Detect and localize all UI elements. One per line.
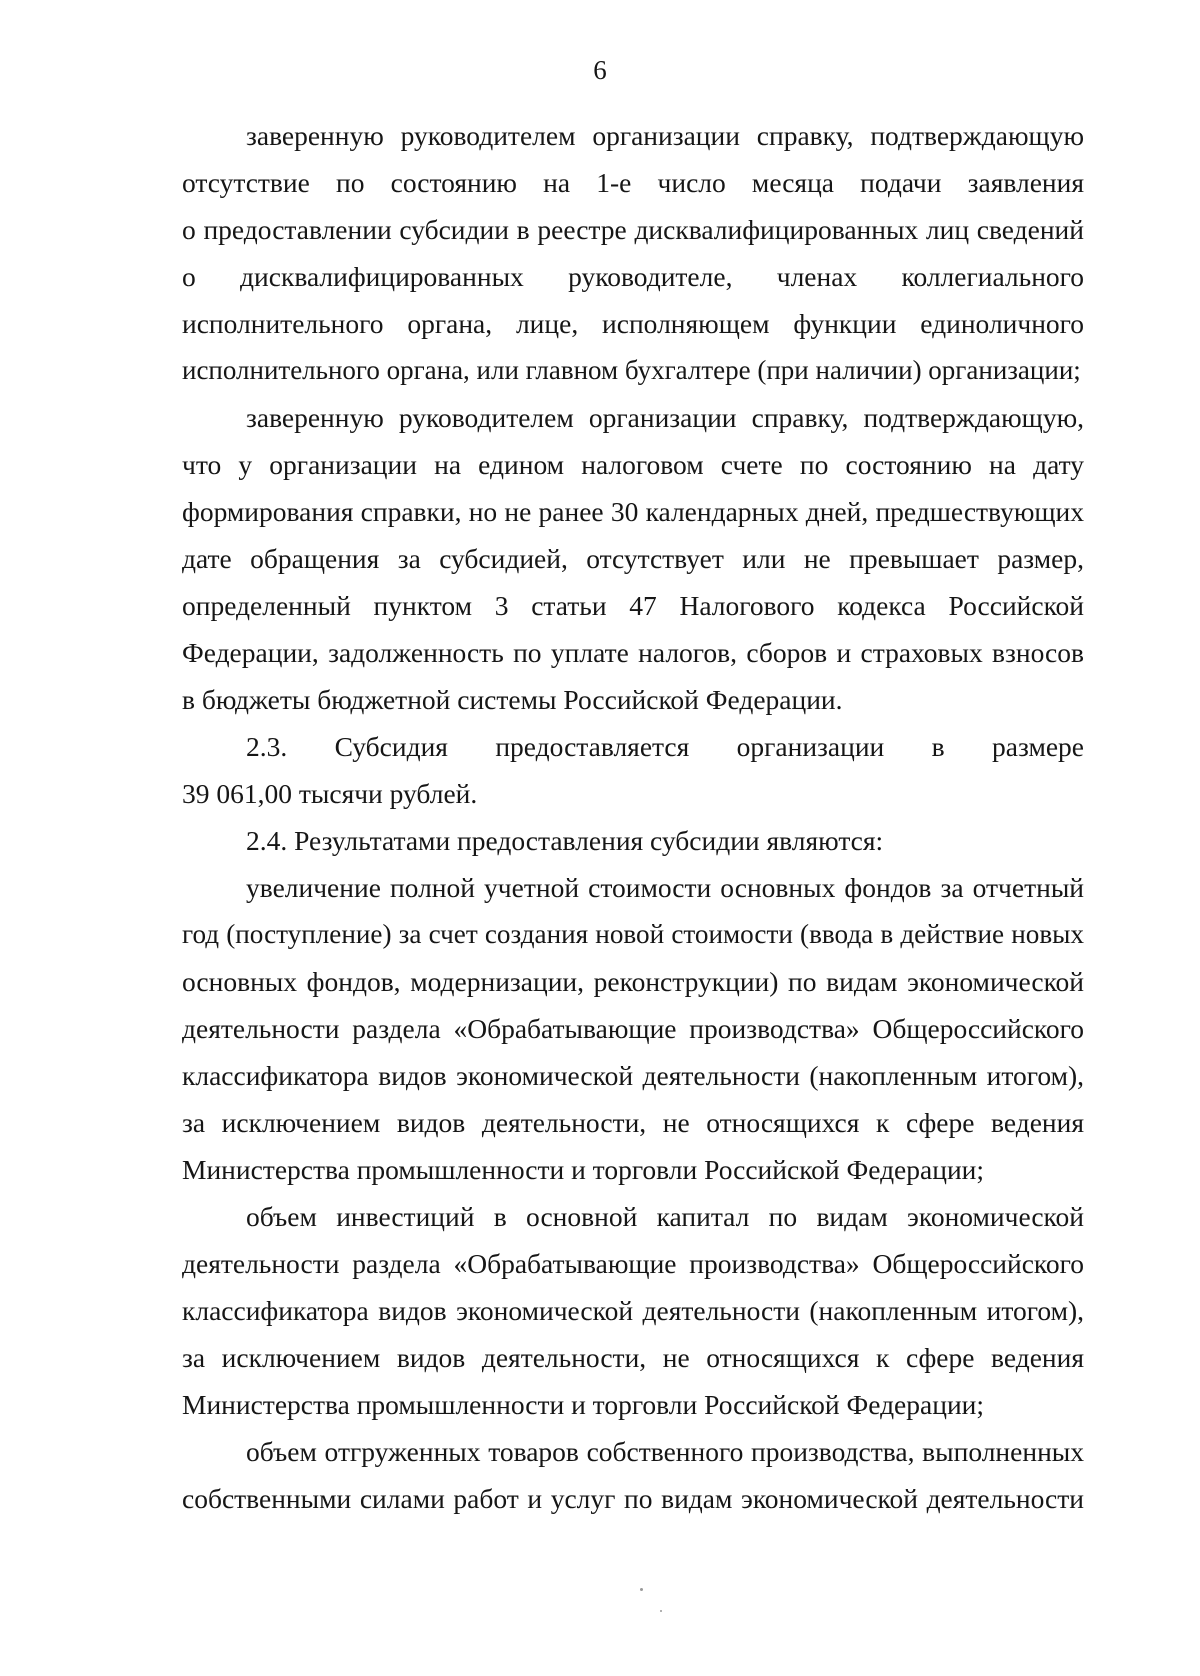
text-line: Министерства промышленности и торговли Российской Федерации; xyxy=(182,1389,985,1420)
text-line: о предоставлении субсидии в реестре дисквалифицированных лиц сведений xyxy=(182,214,1084,245)
text-line: 2.4. Результатами предоставления субсидии являются: xyxy=(246,825,884,856)
page-number: 6 xyxy=(593,55,607,85)
text-line: увеличение полной учетной стоимости основных фондов за отчетный xyxy=(246,872,1085,903)
text-line: формирования справки, но не ранее 30 календарных дней, предшествующих xyxy=(182,496,1085,527)
paragraph-result-investments xyxy=(182,1193,1084,1428)
text-line: объем отгруженных товаров собственного производства, выполненных xyxy=(246,1436,1085,1467)
text-line: что у организации на едином налоговом счете по состоянию на дату xyxy=(182,449,1084,480)
text-line: классификатора видов экономической деятельности (накопленным итогом), xyxy=(182,1060,1085,1091)
text-line: год (поступление) за счет создания новой стоимости (ввода в действие новых xyxy=(182,919,1085,949)
scan-speck xyxy=(640,1588,643,1591)
text-line: собственными силами работ и услуг по видам экономической деятельности xyxy=(182,1483,1084,1514)
text-line: о дисквалифицированных руководителе, членах коллегиального xyxy=(182,261,1085,292)
paragraph-2-4-results-heading xyxy=(182,817,1084,864)
paragraph-2-3-subsidy-amount xyxy=(182,723,1084,817)
text-line: классификатора видов экономической деятельности (накопленным итогом), xyxy=(182,1295,1085,1326)
paragraph-certificate-tax-debt xyxy=(182,394,1084,723)
paragraph-result-fixed-assets xyxy=(182,864,1084,1193)
text-line: Министерства промышленности и торговли Российской Федерации; xyxy=(182,1154,985,1185)
paragraph-certificate-disqualification xyxy=(182,112,1084,394)
paragraph-result-shipped-goods xyxy=(182,1428,1084,1522)
text-line: заверенную руководителем организации справку, подтверждающую xyxy=(246,120,1085,151)
text-line: основных фондов, модернизации, реконструкции) по видам экономической xyxy=(182,966,1085,997)
text-line: деятельности раздела «Обрабатывающие производства» Общероссийского xyxy=(182,1013,1084,1044)
document-body xyxy=(182,112,1084,1522)
text-line: Федерации, задолженность по уплате налогов, сборов и страховых взносов xyxy=(182,637,1084,668)
text-line: 39 061,00 тысячи рублей. xyxy=(182,778,478,809)
text-line: отсутствие по состоянию на 1-е число месяца подачи заявления xyxy=(182,167,1084,198)
text-line: деятельности раздела «Обрабатывающие производства» Общероссийского xyxy=(182,1248,1084,1279)
scan-speck xyxy=(660,1610,662,1612)
text-line: исполнительного органа, лице, исполняющем функции единоличного xyxy=(182,308,1085,339)
text-line: исполнительного органа, или главном бухгалтере (при наличии) организации; xyxy=(182,355,1081,385)
text-line: дате обращения за субсидией, отсутствует или не превышает размер, xyxy=(182,543,1084,574)
text-line: за исключением видов деятельности, не относящихся к сфере ведения xyxy=(182,1342,1085,1373)
text-line: в бюджеты бюджетной системы Российской Федерации. xyxy=(182,684,843,715)
text-line: определенный пунктом 3 статьи 47 Налогового кодекса Российской xyxy=(182,590,1085,621)
text-line: объем инвестиций в основной капитал по видам экономической xyxy=(246,1201,1084,1232)
text-line: заверенную руководителем организации справку, подтверждающую, xyxy=(246,402,1085,433)
text-line: 2.3. Субсидия предоставляется организации в размере xyxy=(246,731,1085,762)
text-line: за исключением видов деятельности, не относящихся к сфере ведения xyxy=(182,1107,1085,1138)
